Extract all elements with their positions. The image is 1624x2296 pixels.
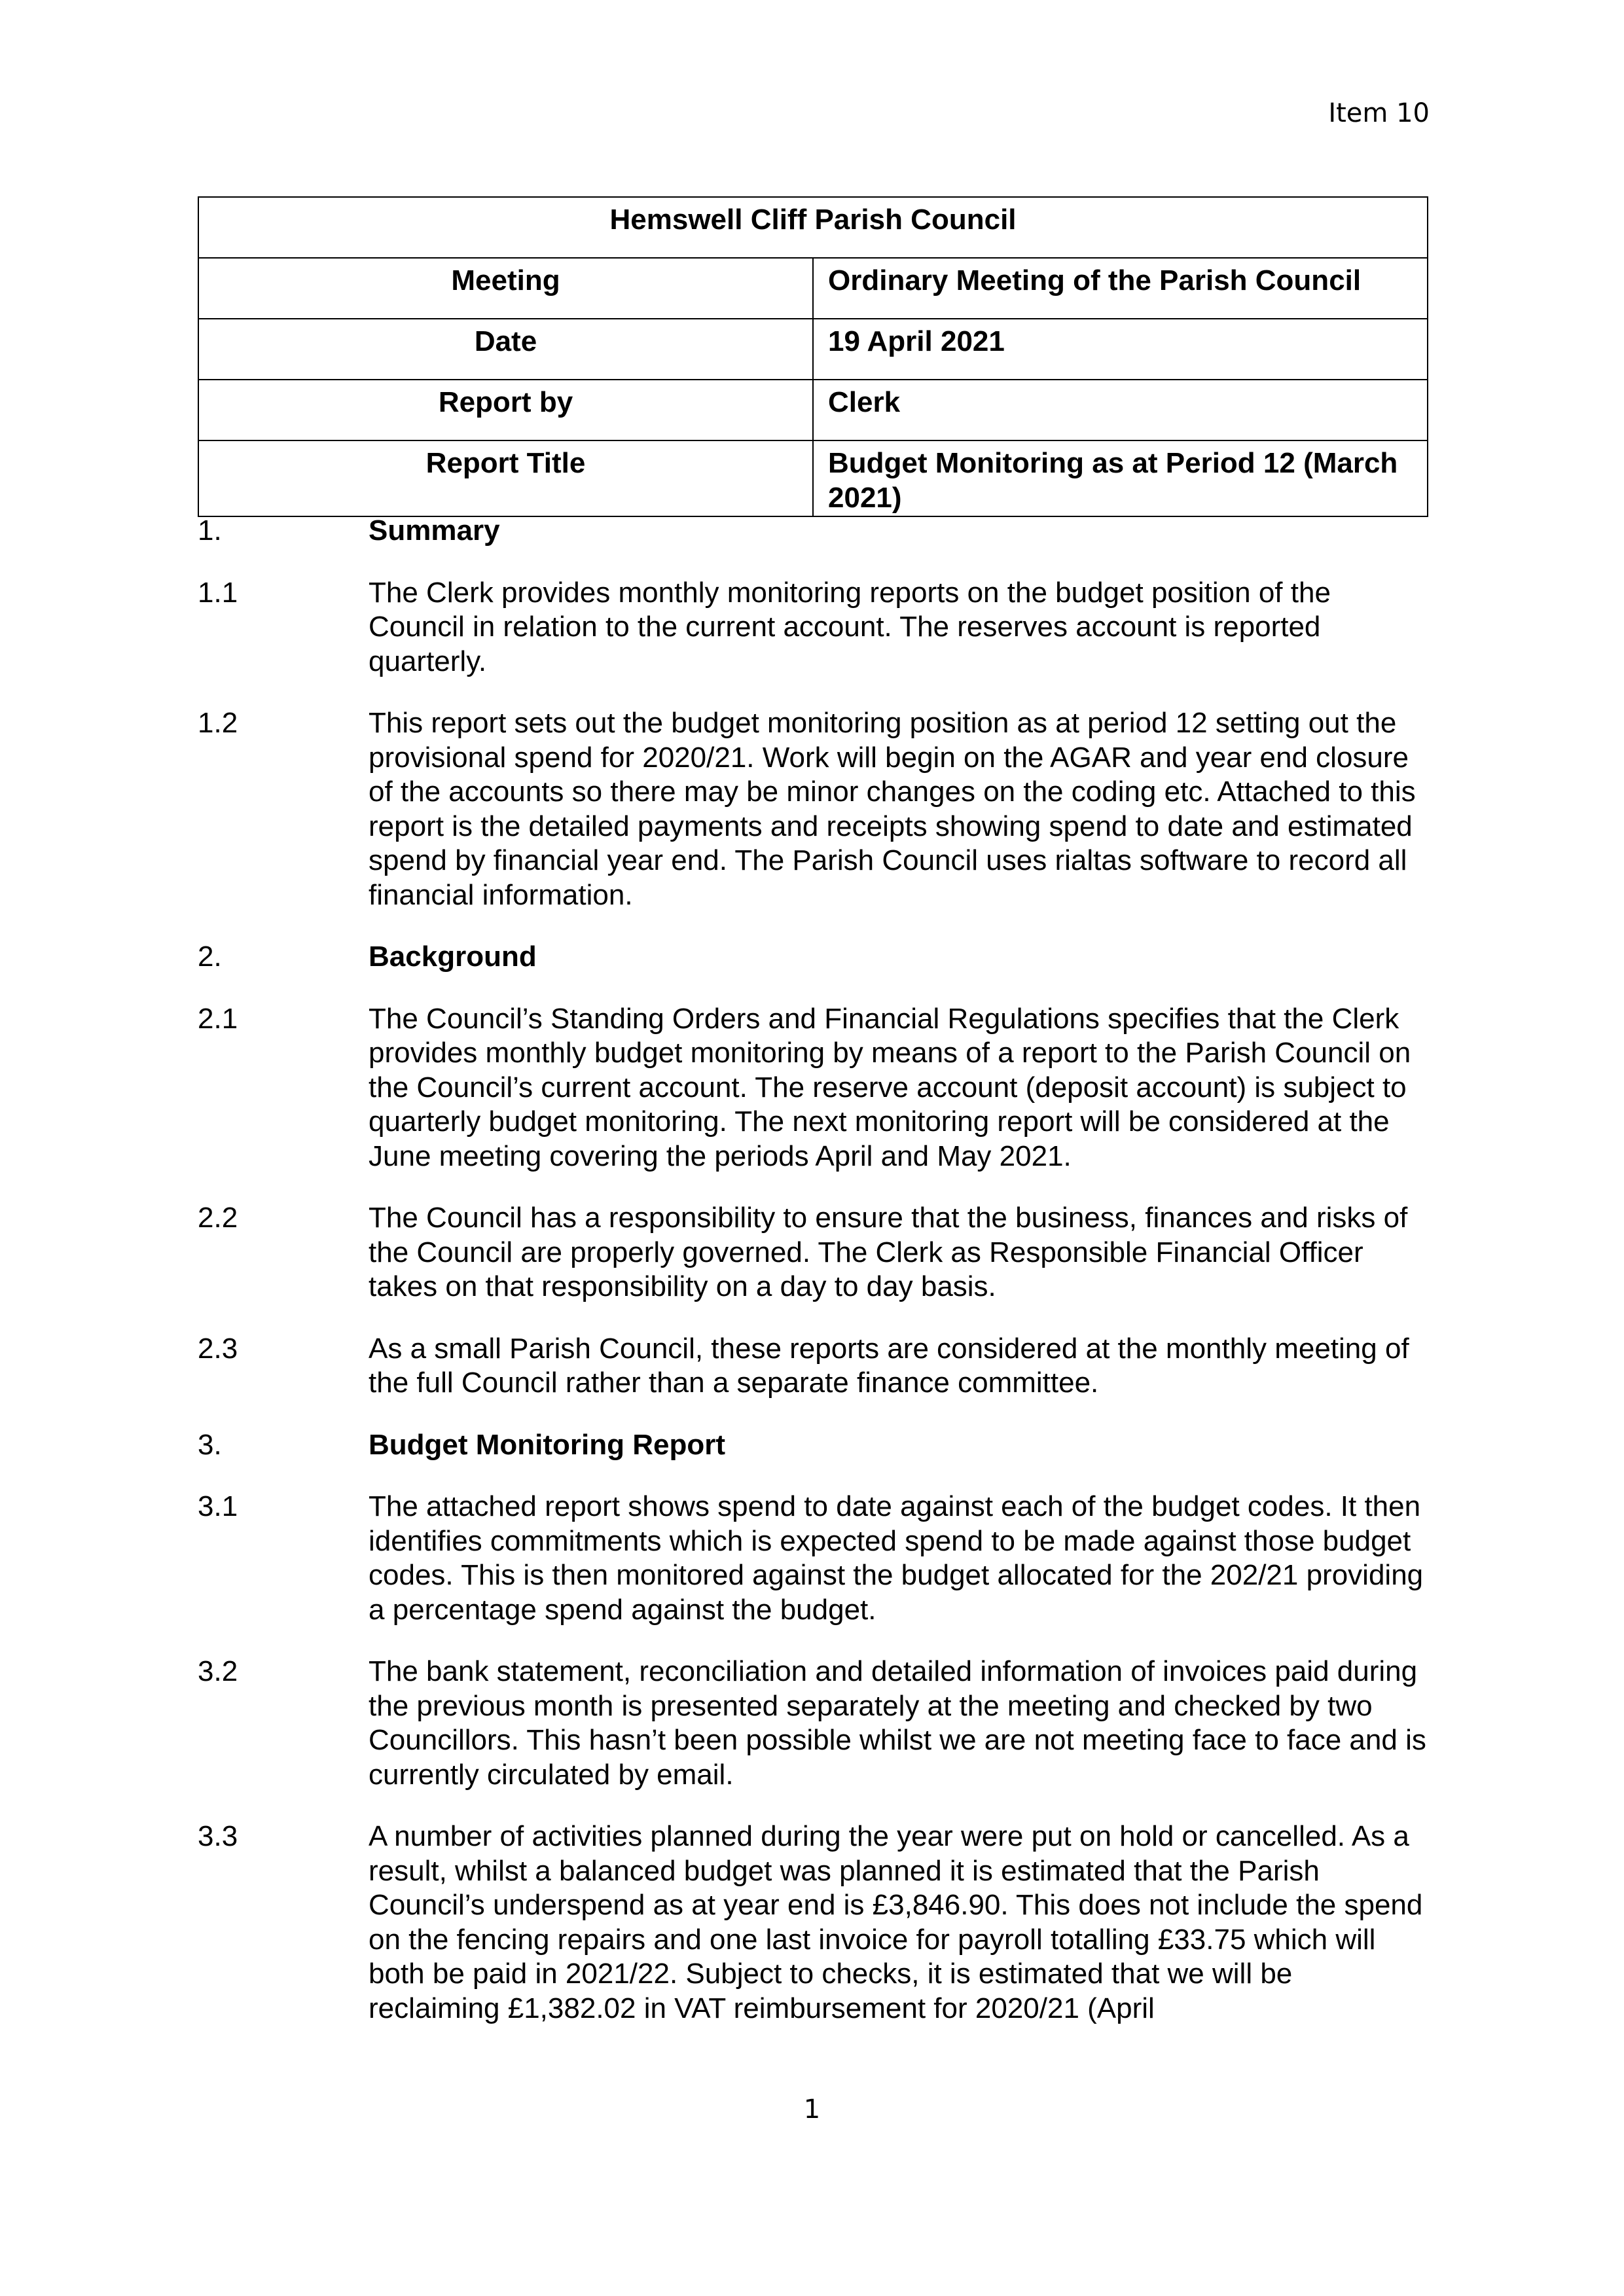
header-title-row: [198, 197, 1428, 258]
paragraph-text: As a small Parish Council, these reports are considered at the monthly meeting of the full Council rather than a separate finance committee.: [369, 1332, 1409, 1399]
paragraph-number: 3.3: [198, 1820, 238, 1852]
paragraph-1-1: [198, 576, 1428, 679]
header-value-meeting: Ordinary Meeting of the Parish Council: [813, 258, 1428, 319]
paragraph-number: 2.3: [198, 1332, 238, 1365]
paragraph-number: 2.1: [198, 1002, 238, 1035]
paragraph-number: 2.2: [198, 1202, 238, 1234]
report-body: [198, 514, 1428, 2053]
report-header-table: [198, 196, 1428, 517]
header-value-report-by: Clerk: [813, 380, 1428, 440]
header-label-date: Date: [198, 319, 813, 380]
header-row-date: [198, 319, 1428, 380]
paragraph-number: 3.: [198, 1428, 222, 1461]
header-row-meeting: [198, 258, 1428, 319]
paragraph-number: 3.1: [198, 1490, 238, 1522]
paragraph-text: The bank statement, reconciliation and detailed information of invoices paid during the previous month is presented separately at the meeting and checked by two Councillors. This hasn’t been possible whilst we are not meeting face to face and is currently circulated by email.: [369, 1655, 1426, 1791]
section-summary-heading: [198, 514, 1428, 548]
paragraph-1-2: [198, 706, 1428, 912]
paragraph-text: The Clerk provides monthly monitoring reports on the budget position of the Council in relation to the current account. The reserves account is reported quarterly.: [369, 576, 1331, 677]
paragraph-text: The Council has a responsibility to ensure that the business, finances and risks of the Council are properly governed. The Clerk as Responsible Financial Officer takes on that responsibility on a day to day basis.: [369, 1202, 1408, 1302]
paragraph-number: 1.: [198, 514, 222, 547]
header-label-meeting: Meeting: [198, 258, 813, 319]
paragraph-3-1: [198, 1490, 1428, 1627]
paragraph-2-2: [198, 1201, 1428, 1304]
paragraph-text: The Council’s Standing Orders and Financial Regulations specifies that the Clerk provides monthly budget monitoring by means of a report to the Parish Council on the Council’s current account. The reserve account (deposit account) is subject to quarterly budget monitoring. The next monitoring report will be considered at the June meeting covering the periods April and May 2021.: [369, 1002, 1411, 1172]
header-row-report-by: [198, 380, 1428, 440]
header-row-report-title: [198, 440, 1428, 516]
section-budget-monitoring-heading: [198, 1428, 1428, 1463]
header-value-report-title: Budget Monitoring as at Period 12 (March 2021): [813, 440, 1428, 516]
header-label-report-by: Report by: [198, 380, 813, 440]
paragraph-3-2: [198, 1655, 1428, 1792]
paragraph-text: This report sets out the budget monitoring position as at period 12 setting out the provisional spend for 2020/21. Work will begin on the AGAR and year end closure of the accounts so there may be minor changes on the coding etc. Attached to this report is the detailed payments and receipts showing spend to date and estimated spend by financial year end. The Parish Council uses rialtas software to record all financial information.: [369, 707, 1416, 911]
paragraph-text: The attached report shows spend to date against each of the budget codes. It then identifies commitments which is expected spend to be made against those budget codes. This is then monitored against the budget allocated for the 202/21 providing a percentage spend against the budget.: [369, 1490, 1424, 1626]
section-heading: Budget Monitoring Report: [369, 1428, 726, 1461]
item-label: Item 10: [1328, 98, 1430, 128]
section-heading: Background: [369, 941, 537, 973]
page-number: 1: [803, 2094, 821, 2125]
paragraph-number: 1.2: [198, 707, 238, 739]
header-value-date: 19 April 2021: [813, 319, 1428, 380]
council-name: Hemswell Cliff Parish Council: [198, 197, 1428, 258]
section-heading: Summary: [369, 514, 500, 547]
paragraph-2-3: [198, 1332, 1428, 1401]
paragraph-2-1: [198, 1002, 1428, 1174]
paragraph-number: 1.1: [198, 576, 238, 609]
paragraph-number: 2.: [198, 941, 222, 973]
section-background-heading: [198, 940, 1428, 975]
paragraph-3-3: [198, 1820, 1428, 2026]
paragraph-text: A number of activities planned during the year were put on hold or cancelled. As a result, whilst a balanced budget was planned it is estimated that the Parish Council’s underspend as at year end is £3,846.90. This does not include the spend on the fencing repairs and one last invoice for payroll totalling £33.75 which will both be paid in 2021/22. Subject to checks, it is estimated that we will be reclaiming £1,382.02 in VAT reimbursement for 2020/21 (April: [369, 1820, 1423, 2024]
paragraph-number: 3.2: [198, 1655, 238, 1687]
header-label-report-title: Report Title: [198, 440, 813, 516]
